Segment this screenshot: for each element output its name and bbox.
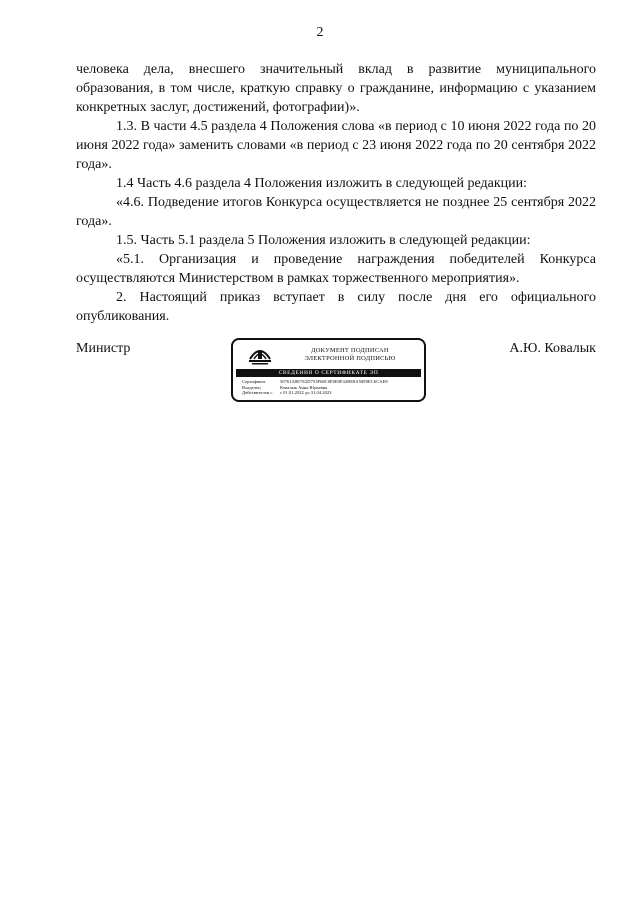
owner-label: Владелец	[242, 384, 261, 390]
certificate-label: Сертификат	[242, 379, 266, 384]
stamp-row-validity	[242, 390, 420, 396]
paragraph-1-4: 1.4 Часть 4.6 раздела 4 Положения изложить в следующей редакции:	[116, 176, 528, 191]
paragraph-4-6-text: «4.6. Подведение итогов Конкурса осуществляется не позднее 25 сентября 2022 года».	[76, 195, 596, 229]
signer-name: А.Ю. Ковалык	[509, 341, 596, 356]
valid-value: с 01.01.2022 до 31.04.2023	[280, 390, 332, 396]
valid-label: Действителен с	[242, 390, 273, 396]
paragraph-1-5: 1.5. Часть 5.1 раздела 5 Положения изложить в следующей редакции:	[116, 233, 531, 248]
stamp-header	[277, 347, 423, 362]
electronic-signature-stamp	[231, 338, 426, 402]
coat-of-arms-icon	[247, 345, 273, 365]
certificate-value: 50761A8E7E2D753F68C0F6E0F42BE8A58F0EC6CAE8	[280, 379, 388, 384]
paragraph-continuation: человека дела, внесшего значительный вклад в развитие муниципального образования, в том числе, краткую справку о гражданине, информацию с указанием конкретных заслуг, достижений, фотографии)».	[76, 62, 596, 115]
document-body	[76, 60, 596, 326]
stamp-certificate-bar: СВЕДЕНИЯ О СЕРТИФИКАТЕ ЭП	[236, 369, 421, 377]
paragraph-2: 2. Настоящий приказ вступает в силу после дня его официального опубликования.	[76, 290, 596, 324]
page-number: 2	[316, 25, 324, 40]
stamp-header-line-2: ЭЛЕКТРОННОЙ ПОДПИСЬЮ	[304, 354, 396, 362]
paragraph-5-1-text: «5.1. Организация и проведение награждения победителей Конкурса осуществляются Министерством в рамках торжественного мероприятия».	[76, 252, 596, 286]
stamp-details	[242, 379, 420, 396]
paragraph-1-3: 1.3. В части 4.5 раздела 4 Положения слова «в период с 10 июня 2022 года по 20 июня 2022 года» заменить словами «в период с 23 июня 2022 года по 20 сентября 2022 года».	[76, 119, 596, 172]
owner-value: Ковалык Анна Юрьевна	[280, 384, 328, 390]
signer-title: Министр	[76, 341, 131, 356]
stamp-header-line-1: ДОКУМЕНТ ПОДПИСАН	[311, 347, 389, 354]
